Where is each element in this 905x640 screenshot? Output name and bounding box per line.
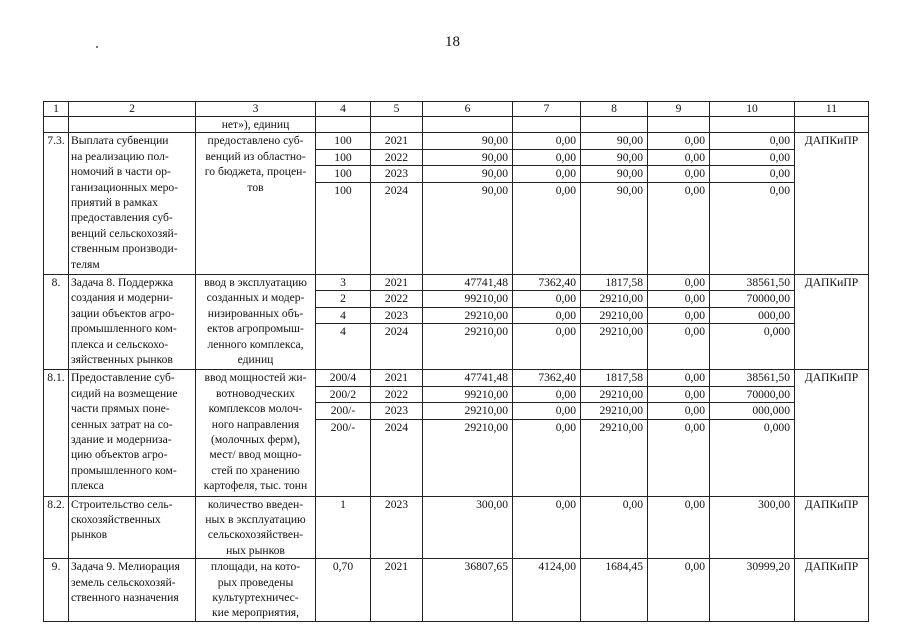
text-line: Строительство сель- — [71, 497, 173, 511]
scan-speck — [96, 46, 98, 48]
measure-name — [69, 133, 196, 275]
local-amount: 0,00 — [648, 403, 710, 419]
cell — [581, 117, 648, 133]
text-line: рынков — [71, 528, 108, 542]
cell — [513, 117, 581, 133]
regional-amount: 29210,00 — [581, 403, 648, 419]
target-value: 1 — [316, 496, 371, 559]
target-value: 200/2 — [316, 386, 371, 402]
other-amount: 70000,00 — [710, 291, 795, 307]
cell — [648, 117, 710, 133]
local-amount: 0,00 — [648, 133, 710, 149]
col-header: 7 — [513, 102, 581, 117]
table-row — [44, 559, 869, 622]
regional-amount: 29210,00 — [581, 324, 648, 370]
table-row — [44, 275, 869, 291]
regional-amount: 29210,00 — [581, 307, 648, 323]
text-line: промышленного ком- — [71, 322, 177, 336]
text-line: на реализацию пол- — [71, 149, 169, 163]
target-value: 100 — [316, 133, 371, 149]
total-amount: 90,00 — [423, 166, 513, 182]
local-amount: 0,00 — [648, 370, 710, 386]
local-amount: 0,00 — [648, 275, 710, 291]
local-amount: 0,00 — [648, 559, 710, 622]
other-amount: 0,00 — [710, 182, 795, 274]
executor: ДАПКиПР — [795, 496, 869, 559]
total-amount: 90,00 — [423, 133, 513, 149]
text-line: низированных объ- — [207, 306, 304, 320]
federal-amount: 0,00 — [513, 291, 581, 307]
federal-amount: 0,00 — [513, 149, 581, 165]
year: 2022 — [371, 291, 423, 307]
text-line: ственного назначения — [71, 591, 179, 605]
local-amount: 0,00 — [648, 291, 710, 307]
col-header: 9 — [648, 102, 710, 117]
local-amount: 0,00 — [648, 419, 710, 496]
regional-amount: 90,00 — [581, 182, 648, 274]
text-line: цию объектов агро- — [71, 448, 168, 462]
indicator-name — [196, 370, 316, 496]
text-line: мест/ ввод мощно- — [209, 448, 302, 462]
year: 2023 — [371, 307, 423, 323]
text-line: ного направления — [211, 417, 300, 431]
text-line: ленного комплекса, — [207, 337, 304, 351]
text-line: венций из областно- — [205, 149, 306, 163]
local-amount: 0,00 — [648, 166, 710, 182]
text-line: площади, на кото- — [210, 560, 301, 574]
text-line: Задача 9. Мелиорация — [71, 560, 180, 574]
text-line: комплексов молоч- — [208, 402, 303, 416]
total-amount: 29210,00 — [423, 403, 513, 419]
other-amount: 0,000 — [710, 419, 795, 496]
text-line: Предоставление суб- — [71, 371, 175, 385]
col-header: 8 — [581, 102, 648, 117]
indicator-name — [196, 275, 316, 370]
text-line: здание и модерниза- — [71, 433, 172, 447]
federal-amount: 0,00 — [513, 307, 581, 323]
row-number: 8. — [44, 275, 69, 370]
text-line: картофеля, тыс. тонн — [203, 479, 308, 493]
text-line: зяйственных рынков — [71, 353, 173, 367]
text-line: культуртехничес- — [212, 591, 299, 605]
row-number: 7.3. — [44, 133, 69, 275]
text-line: Выплата субвенции — [71, 134, 169, 148]
year: 2023 — [371, 166, 423, 182]
program-table — [43, 101, 869, 622]
text-line: части прямых поне- — [71, 402, 170, 416]
text-line: плекса — [71, 479, 104, 493]
year: 2022 — [371, 149, 423, 165]
regional-amount: 0,00 — [581, 496, 648, 559]
other-amount: 0,00 — [710, 149, 795, 165]
year: 2022 — [371, 386, 423, 402]
text-line: ных рынков — [226, 543, 285, 557]
year: 2023 — [371, 403, 423, 419]
other-amount: 30999,20 — [710, 559, 795, 622]
executor: ДАПКиПР — [795, 275, 869, 370]
cell — [44, 117, 69, 133]
federal-amount: 0,00 — [513, 386, 581, 402]
regional-amount: 1684,45 — [581, 559, 648, 622]
text-line: кие мероприятия, — [212, 606, 299, 620]
target-value: 2 — [316, 291, 371, 307]
col-header: 10 — [710, 102, 795, 117]
target-value: 4 — [316, 307, 371, 323]
total-amount: 99210,00 — [423, 386, 513, 402]
text-line: тов — [247, 180, 264, 194]
continuation-row — [44, 117, 869, 133]
target-value: 100 — [316, 149, 371, 165]
text-line: создания и модерни- — [71, 291, 174, 305]
total-amount: 29210,00 — [423, 419, 513, 496]
other-amount: 0,000 — [710, 324, 795, 370]
other-amount: 70000,00 — [710, 386, 795, 402]
executor: ДАПКиПР — [795, 370, 869, 496]
text-line: скохозяйственных — [71, 513, 161, 527]
text-line: телям — [71, 257, 100, 271]
regional-amount: 90,00 — [581, 133, 648, 149]
total-amount: 90,00 — [423, 182, 513, 274]
year: 2023 — [371, 496, 423, 559]
target-value: 4 — [316, 324, 371, 370]
text-line: Задача 8. Поддержка — [71, 276, 174, 290]
row-number: 8.2. — [44, 496, 69, 559]
regional-amount: 29210,00 — [581, 386, 648, 402]
total-amount: 47741,48 — [423, 275, 513, 291]
row-number: 8.1. — [44, 370, 69, 496]
text-line: номочий в части ор- — [71, 165, 171, 179]
other-amount: 0,00 — [710, 166, 795, 182]
indicator-name — [196, 496, 316, 559]
target-value: 200/- — [316, 419, 371, 496]
page-number: 18 — [445, 34, 460, 50]
col-header: 1 — [44, 102, 69, 117]
row-number: 9. — [44, 559, 69, 622]
text-line: количество введен- — [207, 497, 304, 511]
federal-amount: 0,00 — [513, 419, 581, 496]
measure-name — [69, 275, 196, 370]
indicator-name — [196, 559, 316, 622]
other-amount: 000,000 — [710, 403, 795, 419]
col-header: 2 — [69, 102, 196, 117]
measure-name — [69, 496, 196, 559]
measure-name — [69, 370, 196, 496]
year: 2024 — [371, 182, 423, 274]
table-row — [44, 496, 869, 559]
text-line: предоставлено суб- — [207, 134, 304, 148]
text-line: сидий на возмещение — [71, 386, 178, 400]
indicator-continuation: нет»), единиц — [196, 117, 316, 133]
cell — [69, 117, 196, 133]
federal-amount: 7362,40 — [513, 275, 581, 291]
indicator-name — [196, 133, 316, 275]
other-amount: 300,00 — [710, 496, 795, 559]
regional-amount: 1817,58 — [581, 370, 648, 386]
text-line: ганизационных меро- — [71, 180, 179, 194]
table-row — [44, 133, 869, 149]
text-line: промышленного ком- — [71, 463, 177, 477]
federal-amount: 0,00 — [513, 133, 581, 149]
total-amount: 99210,00 — [423, 291, 513, 307]
column-number-row — [44, 102, 869, 117]
year: 2021 — [371, 370, 423, 386]
cell — [423, 117, 513, 133]
total-amount: 29210,00 — [423, 324, 513, 370]
local-amount: 0,00 — [648, 149, 710, 165]
local-amount: 0,00 — [648, 182, 710, 274]
federal-amount: 0,00 — [513, 166, 581, 182]
text-line: зации объектов агро- — [71, 306, 175, 320]
text-line: сельскохозяйствен- — [207, 528, 304, 542]
text-line: ственным производи- — [71, 242, 178, 256]
text-line: ввод мощностей жи- — [204, 371, 307, 385]
text-line: земель сельскохозяй- — [71, 575, 176, 589]
target-value: 100 — [316, 166, 371, 182]
col-header: 4 — [316, 102, 371, 117]
executor: ДАПКиПР — [795, 133, 869, 275]
local-amount: 0,00 — [648, 324, 710, 370]
text-line: плекса и сельскохо- — [71, 337, 169, 351]
text-line: предоставления суб- — [71, 211, 173, 225]
total-amount: 90,00 — [423, 149, 513, 165]
regional-amount: 90,00 — [581, 166, 648, 182]
table-row — [44, 370, 869, 386]
total-amount: 47741,48 — [423, 370, 513, 386]
regional-amount: 29210,00 — [581, 419, 648, 496]
text-line: единиц — [237, 353, 274, 367]
col-header: 3 — [196, 102, 316, 117]
year: 2021 — [371, 559, 423, 622]
measure-name — [69, 559, 196, 622]
year: 2021 — [371, 275, 423, 291]
text-line: созданных и модер- — [206, 291, 305, 305]
text-line: вотноводческих — [216, 386, 295, 400]
local-amount: 0,00 — [648, 307, 710, 323]
text-line: рых проведены — [217, 575, 294, 589]
year: 2021 — [371, 133, 423, 149]
executor: ДАПКиПР — [795, 559, 869, 622]
federal-amount: 0,00 — [513, 182, 581, 274]
year: 2024 — [371, 419, 423, 496]
year: 2024 — [371, 324, 423, 370]
text-line: приятий в рамках — [71, 196, 158, 210]
other-amount: 38561,50 — [710, 370, 795, 386]
federal-amount: 7362,40 — [513, 370, 581, 386]
text-line: (молочных ферм), — [210, 433, 301, 447]
col-header: 11 — [795, 102, 869, 117]
federal-amount: 0,00 — [513, 496, 581, 559]
col-header: 5 — [371, 102, 423, 117]
text-line: ввод в эксплуатацию — [204, 276, 307, 290]
cell — [710, 117, 795, 133]
regional-amount: 90,00 — [581, 149, 648, 165]
other-amount: 0,00 — [710, 133, 795, 149]
target-value: 0,70 — [316, 559, 371, 622]
total-amount: 300,00 — [423, 496, 513, 559]
target-value: 3 — [316, 275, 371, 291]
local-amount: 0,00 — [648, 496, 710, 559]
federal-amount: 0,00 — [513, 403, 581, 419]
cell — [795, 117, 869, 133]
target-value: 100 — [316, 182, 371, 274]
regional-amount: 1817,58 — [581, 275, 648, 291]
other-amount: 38561,50 — [710, 275, 795, 291]
cell — [316, 117, 371, 133]
federal-amount: 0,00 — [513, 324, 581, 370]
target-value: 200/- — [316, 403, 371, 419]
local-amount: 0,00 — [648, 386, 710, 402]
text-line: го бюджета, процен- — [204, 165, 307, 179]
text-line: стей по хранению — [211, 463, 300, 477]
text-line: ных в эксплуатацию — [205, 513, 306, 527]
text-line: ектов агропромыш- — [207, 322, 304, 336]
federal-amount: 4124,00 — [513, 559, 581, 622]
text-line: венций сельскохозяй- — [71, 226, 178, 240]
total-amount: 36807,65 — [423, 559, 513, 622]
col-header: 6 — [423, 102, 513, 117]
text-line: сенных затрат на со- — [71, 417, 173, 431]
regional-amount: 29210,00 — [581, 291, 648, 307]
cell — [371, 117, 423, 133]
target-value: 200/4 — [316, 370, 371, 386]
total-amount: 29210,00 — [423, 307, 513, 323]
other-amount: 000,00 — [710, 307, 795, 323]
